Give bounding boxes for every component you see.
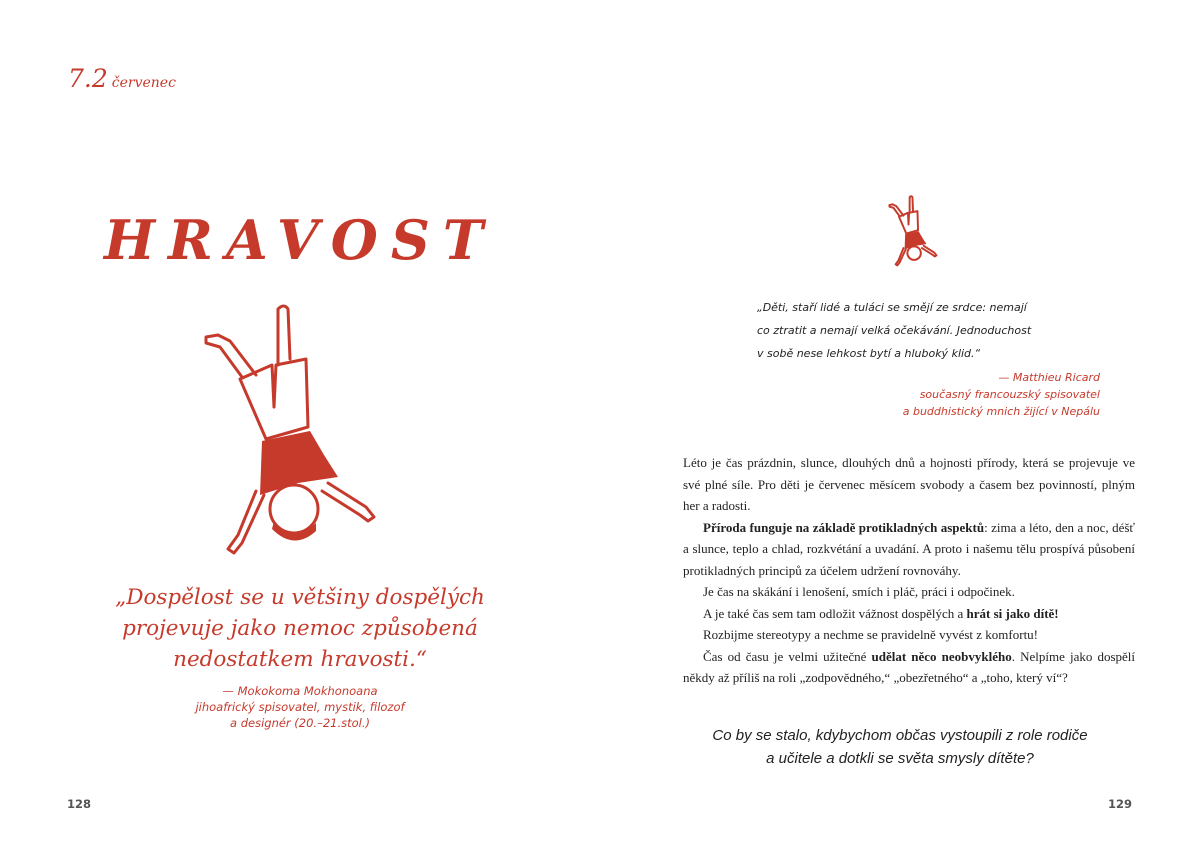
paragraph [683, 452, 1135, 517]
paragraph-text: Léto je čas prázdnin, slunce, dlouhých dnů a hojnosti přírody, která se projevuje ve své plné síle. Pro děti je červenec měsícem svobody a časem bez povinností, plným her a radosti. [683, 455, 1135, 513]
paragraph [683, 624, 1135, 646]
quote-line: nedostatkem hravosti.“ [173, 647, 427, 672]
paragraph-bold: Příroda funguje na základě protikladných aspektů [703, 519, 985, 535]
paragraph-text: Rozbijme stereotypy a nechme se pravidelně vyvést z komfortu! [703, 627, 1039, 642]
attribution-line: jihoafrický spisovatel, mystik, filozof [195, 700, 405, 714]
paragraph [683, 517, 1135, 582]
paragraph [683, 646, 1135, 689]
closing-line: Co by se stalo, kdybychom občas vystoupili z role rodiče [712, 727, 1088, 744]
page-number-right: 129 [1107, 797, 1132, 811]
paragraph-text: : zima a léto, den a noc, déšť a slunce, teplo a chlad, rozkvétání a uvadání. A proto i našemu tělu prospívá působení protikladných principů za účelem udržení rovnováhy. [683, 519, 1135, 578]
paragraph [683, 603, 1135, 625]
attribution-line: a designér (20.–21.stol.) [230, 716, 370, 730]
page-title: HRAVOST [103, 208, 497, 272]
paragraph-bold: hrát si jako dítě! [966, 605, 1059, 621]
quote-attribution [100, 683, 500, 731]
main-quote [40, 582, 560, 675]
quote-line: v sobě nese lehkost bytí a hluboký klid.“ [757, 347, 981, 360]
paragraph-text: Je čas na skákání i lenošení, smích i pláč, práci i odpočinek. [703, 584, 1015, 599]
cartwheeling-child-icon [190, 295, 390, 565]
closing-question [620, 724, 1180, 770]
body-text [683, 452, 1135, 689]
paragraph-text: . Nelpíme jako dospělí někdy až příliš na roli „zodpovědného,“ „obezřetného“ a „toho, který ví“? [683, 648, 1136, 685]
quote-line: co ztratit a nemají velká očekávání. Jednoduchost [757, 324, 1032, 337]
paragraph-bold: udělat něco neobvyklého [871, 648, 1012, 664]
quote-line: „Dospělost se u většiny dospělých [115, 585, 485, 610]
quote-line: projevuje jako nemoc způsobená [122, 616, 478, 641]
chapter-heading [68, 64, 176, 93]
paragraph-text: A je také čas sem tam odložit vážnost dospělých a [703, 605, 967, 621]
page-number-left: 128 [67, 797, 92, 811]
attribution-line: — Matthieu Ricard [998, 371, 1100, 384]
attribution-line: a buddhistický mnich žijící v Nepálu [902, 405, 1100, 418]
paragraph [683, 581, 1135, 603]
chapter-month: červenec [111, 75, 176, 91]
quote-line: „Děti, staří lidé a tuláci se smějí ze srdce: nemají [757, 301, 1027, 314]
chapter-number: 7.2 [68, 64, 108, 93]
cartwheeling-child-small-icon [885, 193, 941, 269]
closing-line: a učitele a dotkli se světa smysly dítěte? [766, 750, 1034, 767]
attribution-line: — Mokokoma Mokhonoana [222, 684, 378, 698]
secondary-quote [757, 296, 1031, 365]
secondary-quote-attribution [903, 369, 1100, 420]
attribution-line: současný francouzský spisovatel [919, 388, 1100, 401]
paragraph-text: Čas od času je velmi užitečné [703, 648, 872, 664]
